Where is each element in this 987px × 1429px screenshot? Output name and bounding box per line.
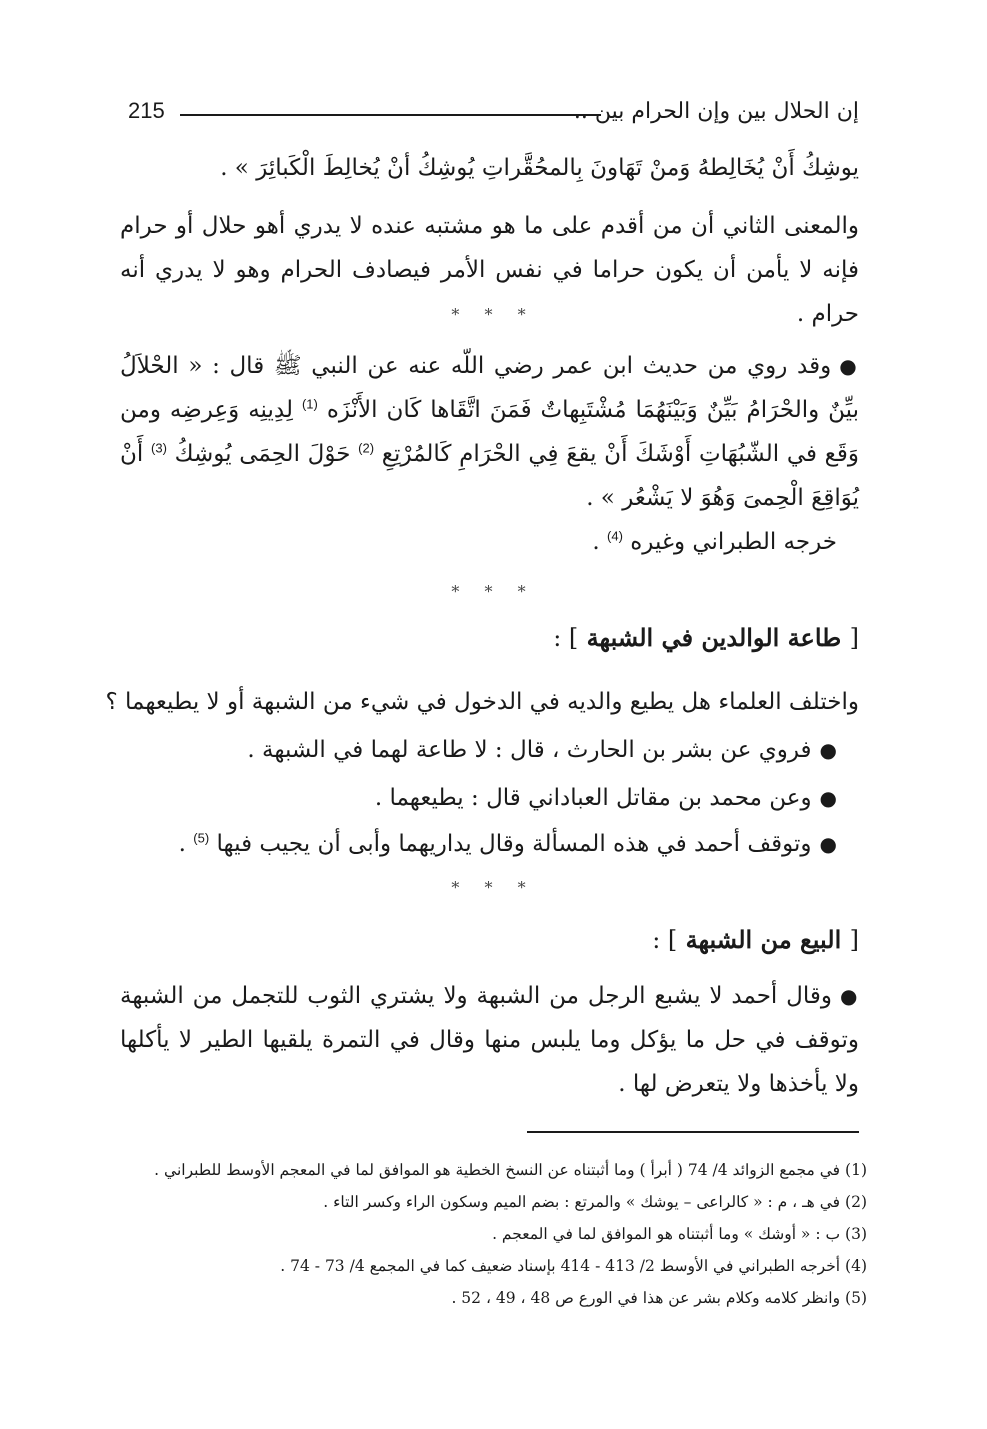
paragraph-text: وقال أحمد لا يشبع الرجل من الشبهة ولا يشتري الثوب للتجمل من الشبهة وتوقف في حل ما يؤكل وما يلبس منها وقال في التمرة يلقيها الطير لا يأكلها ولا يأخذها ولا يتعرض لها .: [120, 983, 859, 1097]
footnotes: [128, 1154, 867, 1314]
paragraph-text: لِدِينِه وَعِرضِه ومن وَقَع في الشّبُهَاتِ أَوْشَكَ أَنْ يقعَ فِي الحْرَامِ كَالمُرْتِعِ: [120, 397, 860, 467]
heading-bracket: ] :: [553, 624, 579, 652]
footnote-separator: [527, 1131, 859, 1133]
heading-bracket: ] :: [652, 926, 678, 954]
paragraph-text: فروي عن بشر بن الحارث ، قال : لا طاعة لهما في الشبهة .: [247, 737, 812, 763]
footnote-2: (2) في هـ ، م : « كالراعى – يوشك » والمرتع : بضم الميم وسكون الراء وكسر التاء .: [323, 1193, 867, 1211]
footnote-3: (3) ب : « أوشك » وما أثبتناه هو الموافق لما في المعجم .: [492, 1225, 867, 1243]
footnote-1: (1) في مجمع الزوائد 4/ 74 ( أبرأ ) وما أثبتناه عن النسخ الخطية هو الموافق لما في المعجم الأوسط للطبراني .: [154, 1161, 867, 1179]
paragraph-ahmad-sale: [120, 974, 859, 1106]
heading-text: طاعة الوالدين في الشبهة: [586, 623, 842, 652]
bullet-icon: ●: [819, 738, 837, 762]
bullet-icon: ●: [819, 786, 837, 810]
section-break: * * *: [451, 305, 536, 324]
page-header: [128, 96, 859, 132]
paragraph-text: .: [592, 529, 607, 555]
paragraph-text: وتوقف أحمد في هذه المسألة وقال يداريهما وأبى أن يجيب فيها: [216, 831, 812, 857]
section-heading-sale: [652, 920, 859, 960]
paragraph-text: أَنْ يُوَاقِعَ الْحِمىَ وَهُوَ لا يَشْعُر » .: [120, 441, 859, 511]
heading-bracket: [: [849, 926, 859, 954]
bullet-icon: ●: [839, 354, 860, 378]
bullet-muhammad: [128, 776, 837, 820]
footnote-ref-4[interactable]: (4): [607, 528, 623, 544]
bullet-icon: ●: [840, 984, 860, 1008]
paragraph-takhrij: [128, 520, 837, 564]
footnote-4: (4) أخرجه الطبراني في الأوسط 2/ 413 - 414 بإسناد ضعيف كما في المجمع 4/ 73 - 74 .: [280, 1257, 867, 1275]
section-heading-parents: [553, 618, 859, 658]
heading-text: البيع من الشبهة: [685, 925, 842, 954]
heading-bracket: [: [849, 624, 859, 652]
footnote-ref-5[interactable]: (5): [193, 830, 210, 846]
paragraph-text: وقد روي من حديث ابن عمر رضي اللّه عنه عن النبي ﷺ قال : « الحْلاَلُ بيِّنٌ والحْرَامُ بَيِّنٌ وَبَيْنَهُمَا مُشْتَبِهاتٌ فَمَنَ اتَّقَاها كَان الأَنْزَه: [120, 353, 860, 423]
paragraph-text: وعن محمد بن مقاتل العباداني قال : يطيعهما .: [374, 785, 812, 811]
footnote-ref-2[interactable]: (2): [358, 440, 375, 456]
bullet-ahmad: [128, 822, 837, 866]
section-break: * * *: [451, 582, 536, 601]
footnote-ref-3[interactable]: (3): [150, 440, 167, 456]
header-rule: [180, 114, 601, 116]
footnote-ref-1[interactable]: (1): [301, 396, 318, 412]
paragraph-text: خرجه الطبراني وغيره: [630, 529, 837, 555]
footnote-5: (5) وانظر كلامه وكلام بشر عن هذا في الورع ص 48 ، 49 ، 52 .: [451, 1289, 867, 1307]
paragraph-text: والمعنى الثاني أن من أقدم على ما هو مشتبه عنده لا يدري أهو حلال أو حرام فإنه لا يأمن أن يكون حراما في نفس الأمر فيصادف الحرام وهو لا يدري أنه حرام .: [120, 213, 859, 327]
page-number: 215: [128, 98, 165, 123]
running-title: إن الحلال بين وإن الحرام بين ..: [573, 99, 859, 124]
bullet-bishr: [128, 728, 837, 772]
paragraph-text: .: [178, 831, 194, 857]
paragraph-text: حَوْلَ الحِمَى يُوشِكُ: [174, 441, 351, 467]
paragraph-text: واختلف العلماء هل يطيع والديه في الدخول في شيء من الشبهة أو لا يطيعهما ؟: [105, 689, 859, 715]
bullet-icon: ●: [819, 832, 837, 856]
paragraph-ibn-umar-hadith: [120, 344, 859, 520]
section-break: * * *: [451, 878, 536, 897]
paragraph-hadith-end: [128, 146, 859, 190]
paragraph-text: يوشِكُ أَنْ يُخَالِطهُ وَمنْ تَهَاونَ بِالمحُقَّراتِ يُوشِكُ أنْ يُخالِطَ الْكَبائِرَ » .: [220, 155, 859, 181]
paragraph-scholars-differ: [105, 680, 859, 724]
